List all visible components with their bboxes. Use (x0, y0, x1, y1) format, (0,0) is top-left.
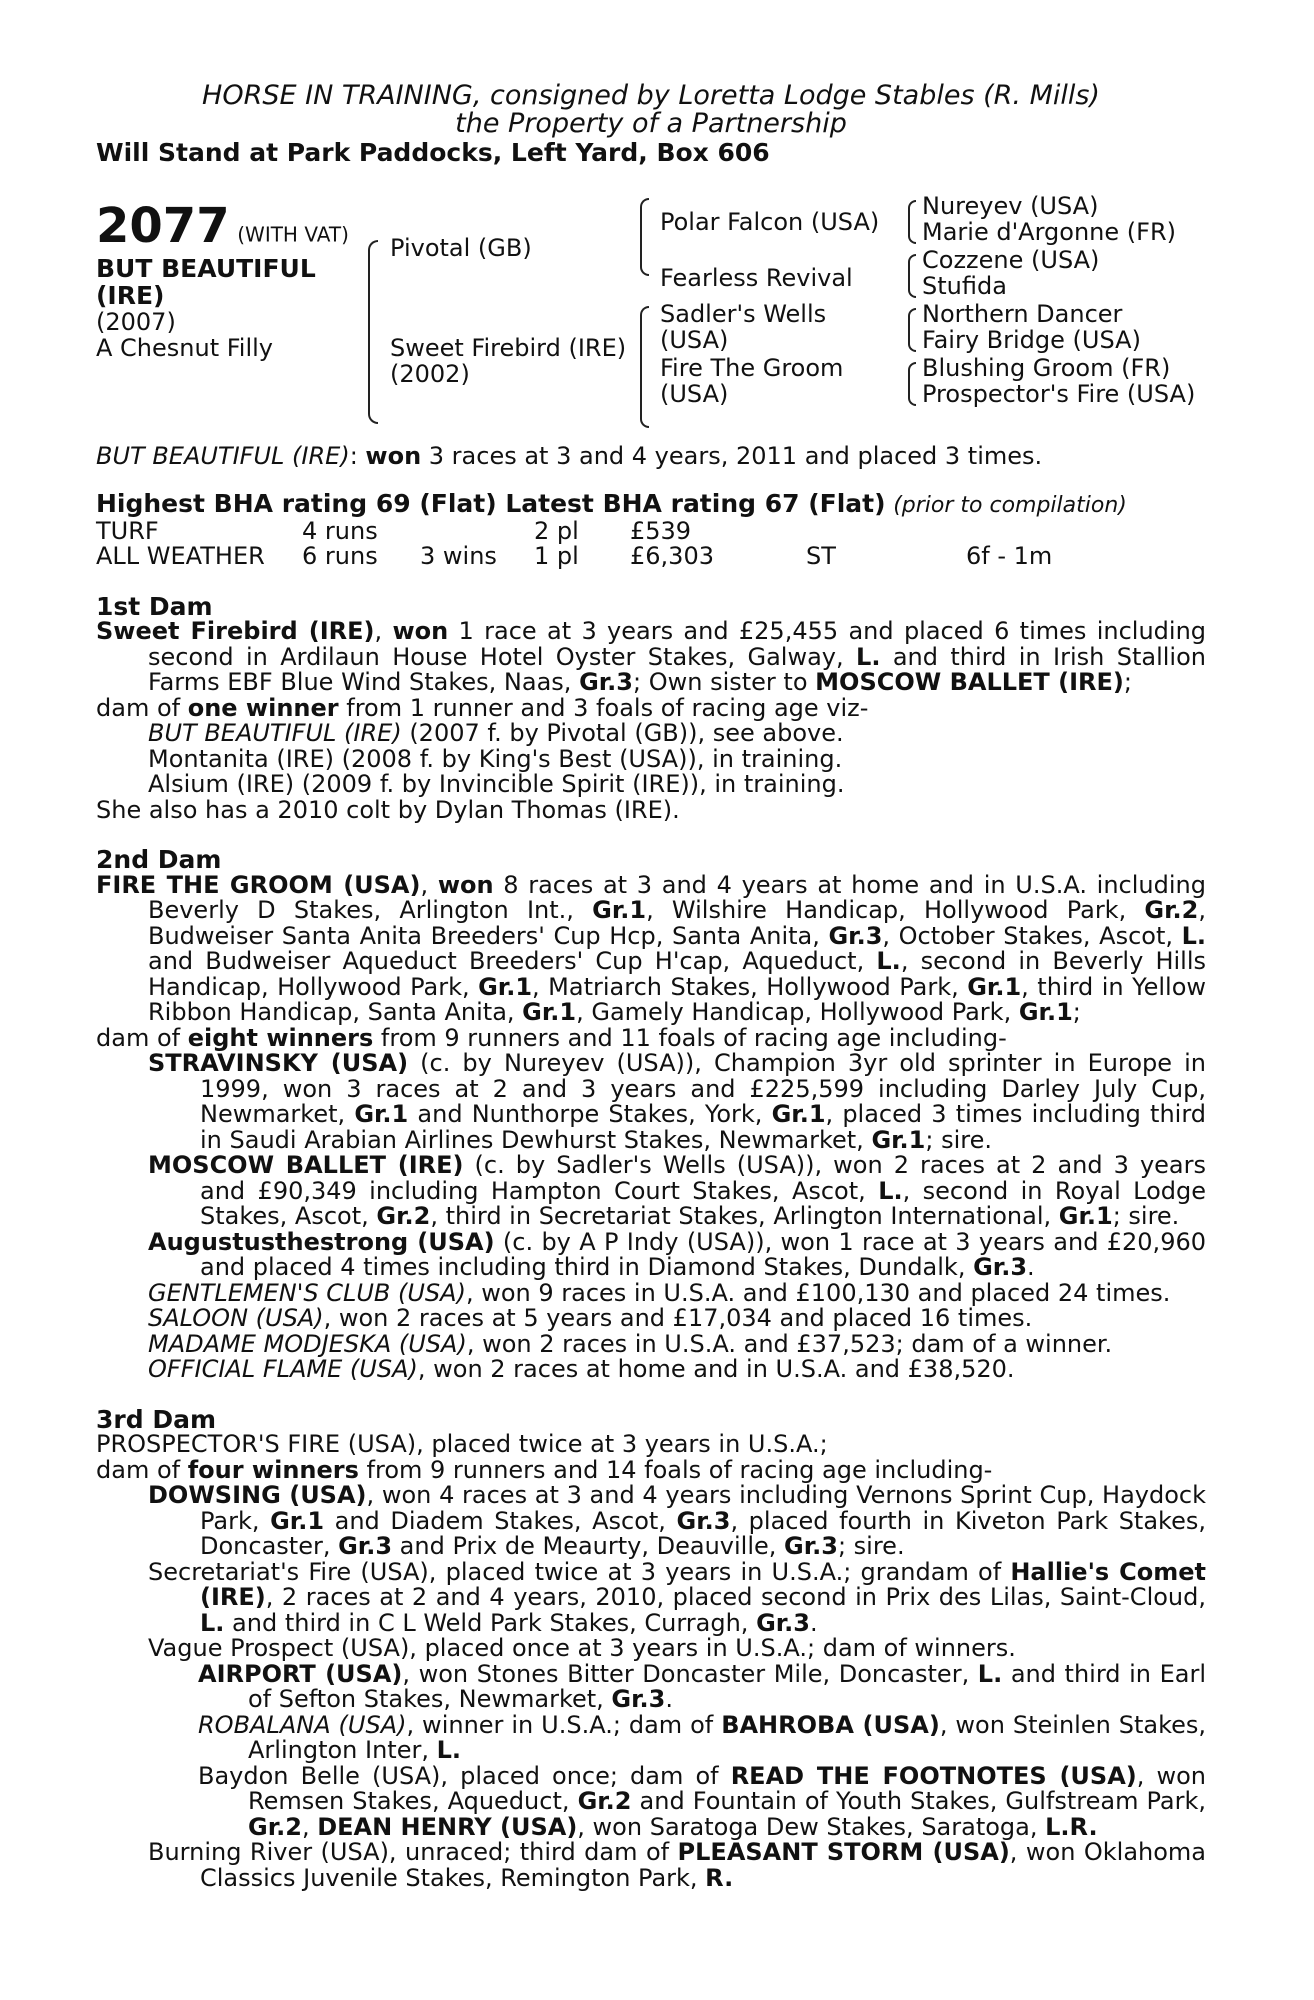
record-row: ALL WEATHER 6 runs 3 wins 1 pl £6,303 ST 6f - 1m (96, 542, 1053, 570)
ped-ddd: Prospector's Fire (USA) (922, 379, 1196, 408)
ped-ssd: Marie d'Argonne (FR) (922, 217, 1176, 246)
race-summary: BUT BEAUTIFUL (IRE): won 3 races at 3 and 4 years, 2011 and placed 3 times. (96, 441, 1043, 470)
vat-label: (WITH VAT) (237, 221, 349, 246)
dam1-also: She also has a 2010 colt by Dylan Thomas (IRE). (96, 795, 680, 824)
produce-entry: Augustusthestrong (USA) (c. by A P Indy (USA)), won 1 race at 3 years and £20,960 and placed 4 times including third in Diamond Stakes, Dundalk, Gr.3. (148, 1227, 1206, 1281)
dam-sire-line1: Sadler's Wells (660, 299, 827, 328)
produce-entry: Secretariat's Fire (USA), placed twice at 3 years in U.S.A.; grandam of Hallie's Comet (IRE), 2 races at 2 and 4 years, 2010, placed second in Prix des Lilas, Saint-Cloud, L. and third in C L Weld Park Stakes, Curragh, Gr.3. (148, 1557, 1206, 1637)
brace-icon (908, 362, 916, 406)
rating-line: Highest BHA rating 69 (Flat) Latest BHA rating 67 (Flat) (prior to compilation) (96, 489, 1127, 518)
produce-entry: GENTLEMEN'S CLUB (USA), won 9 races in U.S.A. and £100,130 and placed 24 times. (148, 1278, 1171, 1307)
ped-sds: Cozzene (USA) (922, 245, 1100, 274)
ped-sss: Nureyev (USA) (922, 191, 1099, 220)
brace-icon (368, 240, 378, 424)
stand-location: Will Stand at Park Paddocks, Left Yard, Box 606 (96, 138, 770, 167)
ped-dsd: Fairy Bridge (USA) (922, 325, 1141, 354)
produce-entry: SALOON (USA), won 2 races at 5 years and £17,034 and placed 16 times. (148, 1304, 1033, 1332)
ped-dss: Northern Dancer (922, 299, 1123, 328)
dam1-title: 1st Dam (96, 591, 213, 621)
dam2-produce: dam of eight winners from 9 runners and 11 foals of racing age including- (96, 1023, 1007, 1052)
dam-dam-line1: Fire The Groom (660, 353, 844, 382)
brace-icon (640, 198, 649, 276)
foal-entry: Montanita (IRE) (2008 f. by King's Best (USA)), in training. (148, 744, 843, 773)
dam3-title: 3rd Dam (96, 1404, 216, 1434)
lot-number: 2077 (96, 197, 230, 254)
produce-entry: MOSCOW BALLET (IRE) (c. by Sadler's Wells (USA)), won 2 races at 2 and 3 years and £90,349 including Hampton Court Stakes, Ascot, L., second in Royal Lodge Stakes, Ascot, Gr.2, third in Secretariat Stakes, Arlington International, Gr.1; sire. (148, 1151, 1207, 1230)
dam: Sweet Firebird (IRE) (390, 333, 627, 362)
dam2-record: FIRE THE GROOM (USA), won 8 races at 3 and 4 years at home and in U.S.A. including Beverly D Stakes, Arlington Int., Gr.1, Wilshire Handicap, Hollywood Park, Gr.2, Budweiser Santa Anita Breeders' Cup Hcp, Santa Anita, Gr.3, October Stakes, Ascot, L. and Budweiser Aqueduct Breeders' Cup H'cap, Aqueduct, L., second in Beverly Hills Handicap, Hollywood Park, Gr.1, Matriarch Stakes, Hollywood Park, Gr.1, third in Yellow Ribbon Handicap, Santa Anita, Gr.1, Gamely Handicap, Hollywood Park, Gr.1; (96, 870, 1207, 1026)
produce-entry: ROBALANA (USA), winner in U.S.A.; dam of BAHROBA (USA), won Steinlen Stakes, Arlington Inter, L. (198, 1710, 1207, 1764)
produce-entry: DOWSING (USA), won 4 races at 3 and 4 years including Vernons Sprint Cup, Haydock Park, Gr.1 and Diadem Stakes, Ascot, Gr.3, placed fourth in Kiveton Park Stakes, Doncaster, Gr.3 and Prix de Meaurty, Deauville, Gr.3; sire. (148, 1481, 1207, 1560)
foal-entry: BUT BEAUTIFUL (IRE) (2007 f. by Pivotal (GB)), see above. (148, 719, 844, 747)
dam-year: (2002) (390, 359, 470, 388)
produce-entry: Baydon Belle (USA), placed once; dam of READ THE FOOTNOTES (USA), won Remsen Stakes, Aqueduct, Gr.2 and Fountain of Youth Stakes, Gulfstream Park, Gr.2, DEAN HENRY (USA), won Saratoga Dew Stakes, Saratoga, L.R. (198, 1761, 1207, 1841)
foal-entry: Alsium (IRE) (2009 f. by Invincible Spirit (IRE)), in training. (148, 770, 845, 798)
dam-dam-line2: (USA) (660, 379, 729, 408)
horse-description: A Chesnut Filly (96, 333, 274, 362)
produce-entry: AIRPORT (USA), won Stones Bitter Doncaster Mile, Doncaster, L. and third in Earl of Sefton Stakes, Newmarket, Gr.3. (198, 1659, 1207, 1713)
sire: Pivotal (GB) (390, 233, 532, 262)
dam1-record: Sweet Firebird (IRE), won 1 race at 3 years and £25,455 and placed 6 times including second in Ardilaun House Hotel Oyster Stakes, Galway, L. and third in Irish Stallion Farms EBF Blue Wind Stakes, Naas, Gr.3; Own sister to MOSCOW BALLET (IRE); (96, 617, 1207, 696)
dam1-produce: dam of one winner from 1 runner and 3 foals of racing age viz- (96, 693, 869, 722)
produce-entry: Vague Prospect (USA), placed once at 3 years in U.S.A.; dam of winners. (148, 1634, 1016, 1662)
sire-sire: Polar Falcon (USA) (660, 207, 880, 236)
produce-entry: MADAME MODJESKA (USA), won 2 races in U.S.A. and £37,523; dam of a winner. (148, 1329, 1113, 1358)
produce-entry: Burning River (USA), unraced; third dam of PLEASANT STORM (USA), won Oklahoma Classics Juvenile Stakes, Remington Park, R. (148, 1838, 1207, 1892)
horse-name: BUT BEAUTIFUL (96, 253, 316, 283)
produce-entry: OFFICIAL FLAME (USA), won 2 races at home and in U.S.A. and £38,520. (148, 1355, 1015, 1383)
dam3-record: PROSPECTOR'S FIRE (USA), placed twice at 3 years in U.S.A.; (96, 1430, 828, 1458)
catalogue-page (96, 82, 1206, 1891)
pedigree-table (96, 191, 1206, 434)
record-row: TURF 4 runs 2 pl £539 (96, 516, 692, 545)
foaling-year: (2007) (96, 307, 176, 336)
horse-country: (IRE) (96, 280, 165, 310)
brace-icon (908, 308, 916, 352)
sire-dam: Fearless Revival (660, 263, 853, 292)
ped-sdd: Stufida (922, 271, 1007, 300)
consignor-line: HORSE IN TRAINING, consigned by Loretta Lodge Stables (R. Mills) (202, 80, 1100, 111)
brace-icon (908, 200, 916, 244)
produce-entry: STRAVINSKY (USA) (c. by Nureyev (USA)), Champion 3yr old sprinter in Europe in 1999, won 3 races at 2 and 3 years and £225,599 including Darley July Cup, Newmarket, Gr.1 and Nunthorpe Stakes, York, Gr.1, placed 3 times including third in Saudi Arabian Airlines Dewhurst Stakes, Newmarket, Gr.1; sire. (148, 1049, 1207, 1154)
dam3-produce: dam of four winners from 9 runners and 14 foals of racing age including- (96, 1455, 993, 1484)
dam2-title: 2nd Dam (96, 845, 222, 874)
ped-dds: Blushing Groom (FR) (922, 353, 1171, 382)
brace-icon (640, 306, 649, 428)
brace-icon (908, 254, 916, 298)
dam-sire-line2: (USA) (660, 325, 729, 354)
property-line: the Property of a Partnership (455, 108, 847, 139)
